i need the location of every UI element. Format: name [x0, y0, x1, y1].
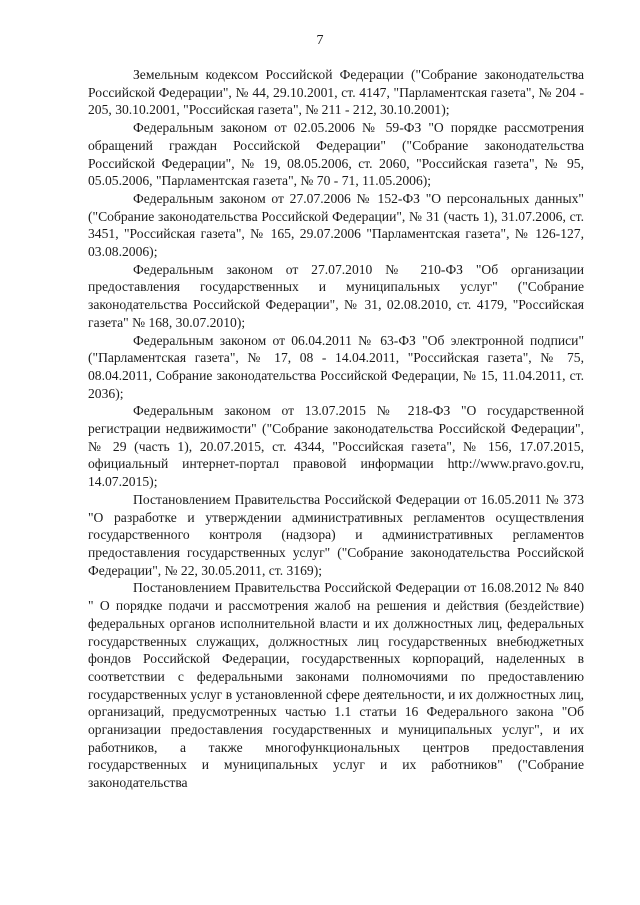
paragraph-law-210-fz: Федеральным законом от 27.07.2010 № 210-ФЗ "Об организации предоставления государственных и муниципальных услуг" ("Собрание законодательства Российской Федерации", № 31, 02.08.2010, ст. 4179, "Российская газета" № 168, 30.07.2010);	[88, 261, 584, 330]
paragraph-law-218-fz: Федеральным законом от 13.07.2015 № 218-ФЗ "О государственной регистрации недвижимости" ("Собрание законодательства Российской Федерации", № 29 (часть 1), 20.07.2015, ст. 4344, "Российская газета", № 156, 17.07.2015, официальный интернет-портал правовой информации http://www.pravo.gov.ru, 14.07.2015);	[88, 403, 584, 490]
paragraph-land-code: Земельным кодексом Российской Федерации ("Собрание законодательства Российской Федерации", № 44, 29.10.2001, ст. 4147, "Парламентская газета", № 204 - 205, 30.10.2001, "Российская газета", № 211 - 212, 30.10.2001);	[88, 67, 584, 118]
paragraph-law-63-fz: Федеральным законом от 06.04.2011 № 63-ФЗ "Об электронной подписи" ("Парламентская газета", № 17, 08 - 14.04.2011, "Российская газета", № 75, 08.04.2011, Собрание законодательства Российской Федерации, № 15, 11.04.2011, ст. 2036);	[88, 332, 584, 401]
page-number: 7	[316, 33, 324, 48]
paragraph-law-59-fz: Федеральным законом от 02.05.2006 № 59-ФЗ "О порядке рассмотрения обращений граждан Российской Федерации" ("Собрание законодательства Российской Федерации", № 19, 08.05.2006, ст. 2060, "Российская газета", № 95, 05.05.2006, "Парламентская газета", № 70 - 71, 11.05.2006);	[88, 120, 584, 189]
paragraph-resolution-373: Постановлением Правительства Российской Федерации от 16.05.2011 № 373 "О разработке и утверждении административных регламентов осуществления государственного контроля (надзора) и административных регламентов предоставления государственных услуг" ("Собрание законодательства Российской Федерации", № 22, 30.05.2011, ст. 3169);	[88, 491, 584, 578]
paragraph-law-152-fz: Федеральным законом от 27.07.2006 № 152-ФЗ "О персональных данных" ("Собрание законодательства Российской Федерации", № 31 (часть 1), 31.07.2006, ст. 3451, "Российская газета", № 165, 29.07.2006 "Парламентская газета", № 126-127, 03.08.2006);	[88, 190, 584, 260]
document-body	[88, 66, 584, 792]
paragraph-resolution-840: Постановлением Правительства Российской Федерации от 16.08.2012 № 840 " О порядке подачи и рассмотрения жалоб на решения и действия (бездействие) федеральных органов исполнительной власти и их должностных лиц, федеральных государственных служащих, должностных лиц государственных внебюджетных фондов Российской Федерации, государственных корпораций, наделенных в соответствии с федеральными законами полномочиями по предоставлению государственных услуг в установленной сфере деятельности, и их должностных лиц, организаций, предусмотренных частью 1.1 статьи 16 Федерального закона "Об организации предоставления государственных и муниципальных услуг", и их работников, а также многофункциональных центров предоставления государственных и муниципальных услуг и их работников" ("Собрание законодательства	[88, 580, 584, 791]
